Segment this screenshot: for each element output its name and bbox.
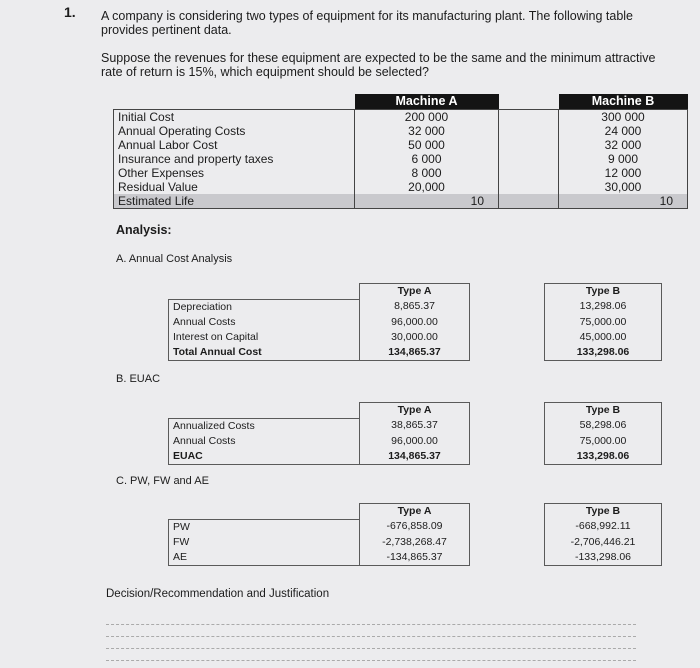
type-a-value: 134,865.37: [360, 345, 470, 361]
row-label: EUAC: [169, 449, 360, 465]
table-row: [114, 152, 688, 166]
equipment-table: [113, 94, 688, 209]
type-b-value: -668,992.11: [545, 519, 662, 535]
spacer: [499, 180, 559, 194]
type-a-value: -2,738,268.47: [360, 535, 470, 550]
spacer: [499, 138, 559, 152]
machine-b-value: 10: [559, 194, 688, 209]
row-label: Residual Value: [114, 180, 355, 194]
machine-a-value: 32 000: [355, 124, 499, 138]
machine-a-value: 6 000: [355, 152, 499, 166]
row-label: Other Expenses: [114, 166, 355, 180]
table-row: [169, 345, 662, 361]
table-row: [114, 124, 688, 138]
type-b-value: 58,298.06: [545, 418, 662, 434]
table-row: [169, 418, 662, 434]
answer-line[interactable]: [106, 624, 636, 625]
machine-b-value: 32 000: [559, 138, 688, 152]
row-label: Annual Costs: [169, 315, 360, 330]
type-a-value: -134,865.37: [360, 550, 470, 566]
table-row: [169, 449, 662, 465]
machine-b-value: 30,000: [559, 180, 688, 194]
type-b-value: 75,000.00: [545, 315, 662, 330]
type-b-header: Type B: [545, 284, 662, 300]
row-label: FW: [169, 535, 360, 550]
machine-a-value: 8 000: [355, 166, 499, 180]
table-row: [169, 299, 662, 315]
answer-line[interactable]: [106, 648, 636, 649]
question-prompt: Suppose the revenues for these equipment are expected to be the same and the minimum attractive rate of return is 15%, which equipment should be selected?: [101, 51, 656, 79]
row-label: Annual Labor Cost: [114, 138, 355, 152]
machine-b-header: Machine B: [559, 94, 688, 110]
pw-fw-ae-table: [168, 503, 662, 566]
machine-a-value: 10: [355, 194, 499, 209]
machine-b-value: 9 000: [559, 152, 688, 166]
type-b-value: 133,298.06: [545, 449, 662, 465]
row-label: Annual Operating Costs: [114, 124, 355, 138]
answer-line[interactable]: [106, 636, 636, 637]
type-a-value: 30,000.00: [360, 330, 470, 345]
decision-title: Decision/Recommendation and Justification: [106, 588, 330, 600]
spacer: [499, 124, 559, 138]
euac-title: B. EUAC: [116, 373, 161, 385]
type-a-header: Type A: [360, 504, 470, 520]
type-a-value: 96,000.00: [360, 315, 470, 330]
machine-a-header: Machine A: [355, 94, 499, 110]
machine-a-value: 20,000: [355, 180, 499, 194]
type-b-value: 133,298.06: [545, 345, 662, 361]
table-row: [169, 519, 662, 535]
annual-cost-table: [168, 283, 662, 361]
row-label: Interest on Capital: [169, 330, 360, 345]
type-a-value: 134,865.37: [360, 449, 470, 465]
type-a-value: 8,865.37: [360, 299, 470, 315]
spacer: [499, 166, 559, 180]
type-a-header: Type A: [360, 284, 470, 300]
type-a-value: 96,000.00: [360, 434, 470, 449]
table-row: [114, 194, 688, 209]
row-label: Estimated Life: [114, 194, 355, 209]
euac-table: [168, 402, 662, 465]
machine-b-value: 300 000: [559, 110, 688, 125]
spacer: [499, 152, 559, 166]
analysis-title: Analysis:: [116, 223, 172, 237]
row-label: Annualized Costs: [169, 418, 360, 434]
table-row: [169, 434, 662, 449]
machine-b-value: 24 000: [559, 124, 688, 138]
row-label: Total Annual Cost: [169, 345, 360, 361]
type-a-value: -676,858.09: [360, 519, 470, 535]
type-b-header: Type B: [545, 504, 662, 520]
spacer: [499, 194, 559, 209]
spacer: [499, 110, 559, 125]
answer-line[interactable]: [106, 660, 636, 661]
type-b-value: 13,298.06: [545, 299, 662, 315]
annual-cost-title: A. Annual Cost Analysis: [116, 253, 233, 265]
table-row: [169, 330, 662, 345]
type-b-value: -133,298.06: [545, 550, 662, 566]
table-row: [169, 315, 662, 330]
row-label: Initial Cost: [114, 110, 355, 125]
row-label: Depreciation: [169, 299, 360, 315]
type-a-value: 38,865.37: [360, 418, 470, 434]
table-row: [169, 535, 662, 550]
table-row: [169, 550, 662, 566]
row-label: Annual Costs: [169, 434, 360, 449]
row-label: PW: [169, 519, 360, 535]
question-intro: A company is considering two types of equipment for its manufacturing plant. The following table provides pertinent data.: [101, 9, 634, 37]
machine-a-value: 50 000: [355, 138, 499, 152]
machine-a-value: 200 000: [355, 110, 499, 125]
type-b-value: 75,000.00: [545, 434, 662, 449]
row-label: Insurance and property taxes: [114, 152, 355, 166]
pw-fw-ae-title: C. PW, FW and AE: [116, 475, 209, 487]
type-b-header: Type B: [545, 403, 662, 419]
table-row: [114, 138, 688, 152]
table-row: [114, 180, 688, 194]
row-label: AE: [169, 550, 360, 566]
type-b-value: 45,000.00: [545, 330, 662, 345]
type-b-value: -2,706,446.21: [545, 535, 662, 550]
machine-b-value: 12 000: [559, 166, 688, 180]
table-row: [114, 110, 688, 125]
question-number: 1.: [64, 4, 76, 20]
type-a-header: Type A: [360, 403, 470, 419]
table-row: [114, 166, 688, 180]
